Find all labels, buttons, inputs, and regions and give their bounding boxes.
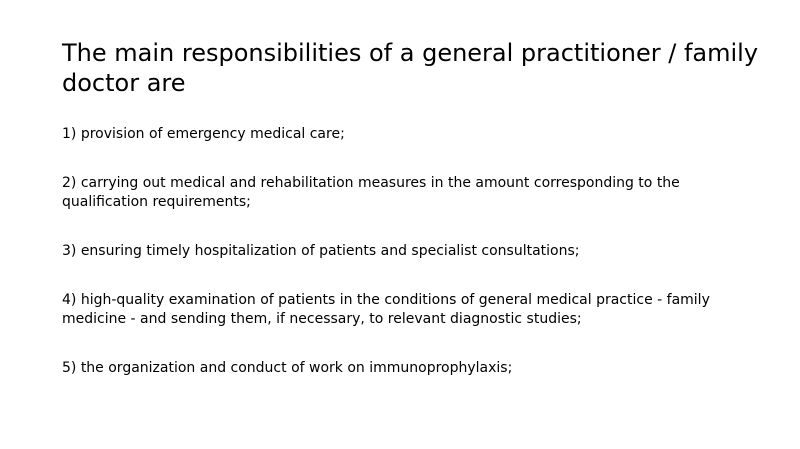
list-item: 1) provision of emergency medical care; (62, 126, 345, 142)
responsibilities-list (62, 125, 762, 378)
list-item: 4) high-quality examination of patients in the conditions of general medical practice - family medicine - and sending them, if necessary, to relevant diagnostic studies; (62, 292, 710, 327)
list-item: 5) the organization and conduct of work on immunoprophylaxis; (62, 360, 513, 376)
list-item: 2) carrying out medical and rehabilitation measures in the amount corresponding to the qualification requirements; (62, 175, 680, 210)
list-item: 3) ensuring timely hospitalization of patients and specialist consultations; (62, 243, 580, 259)
slide-title: The main responsibilities of a general practitioner / family doctor are (62, 39, 759, 97)
